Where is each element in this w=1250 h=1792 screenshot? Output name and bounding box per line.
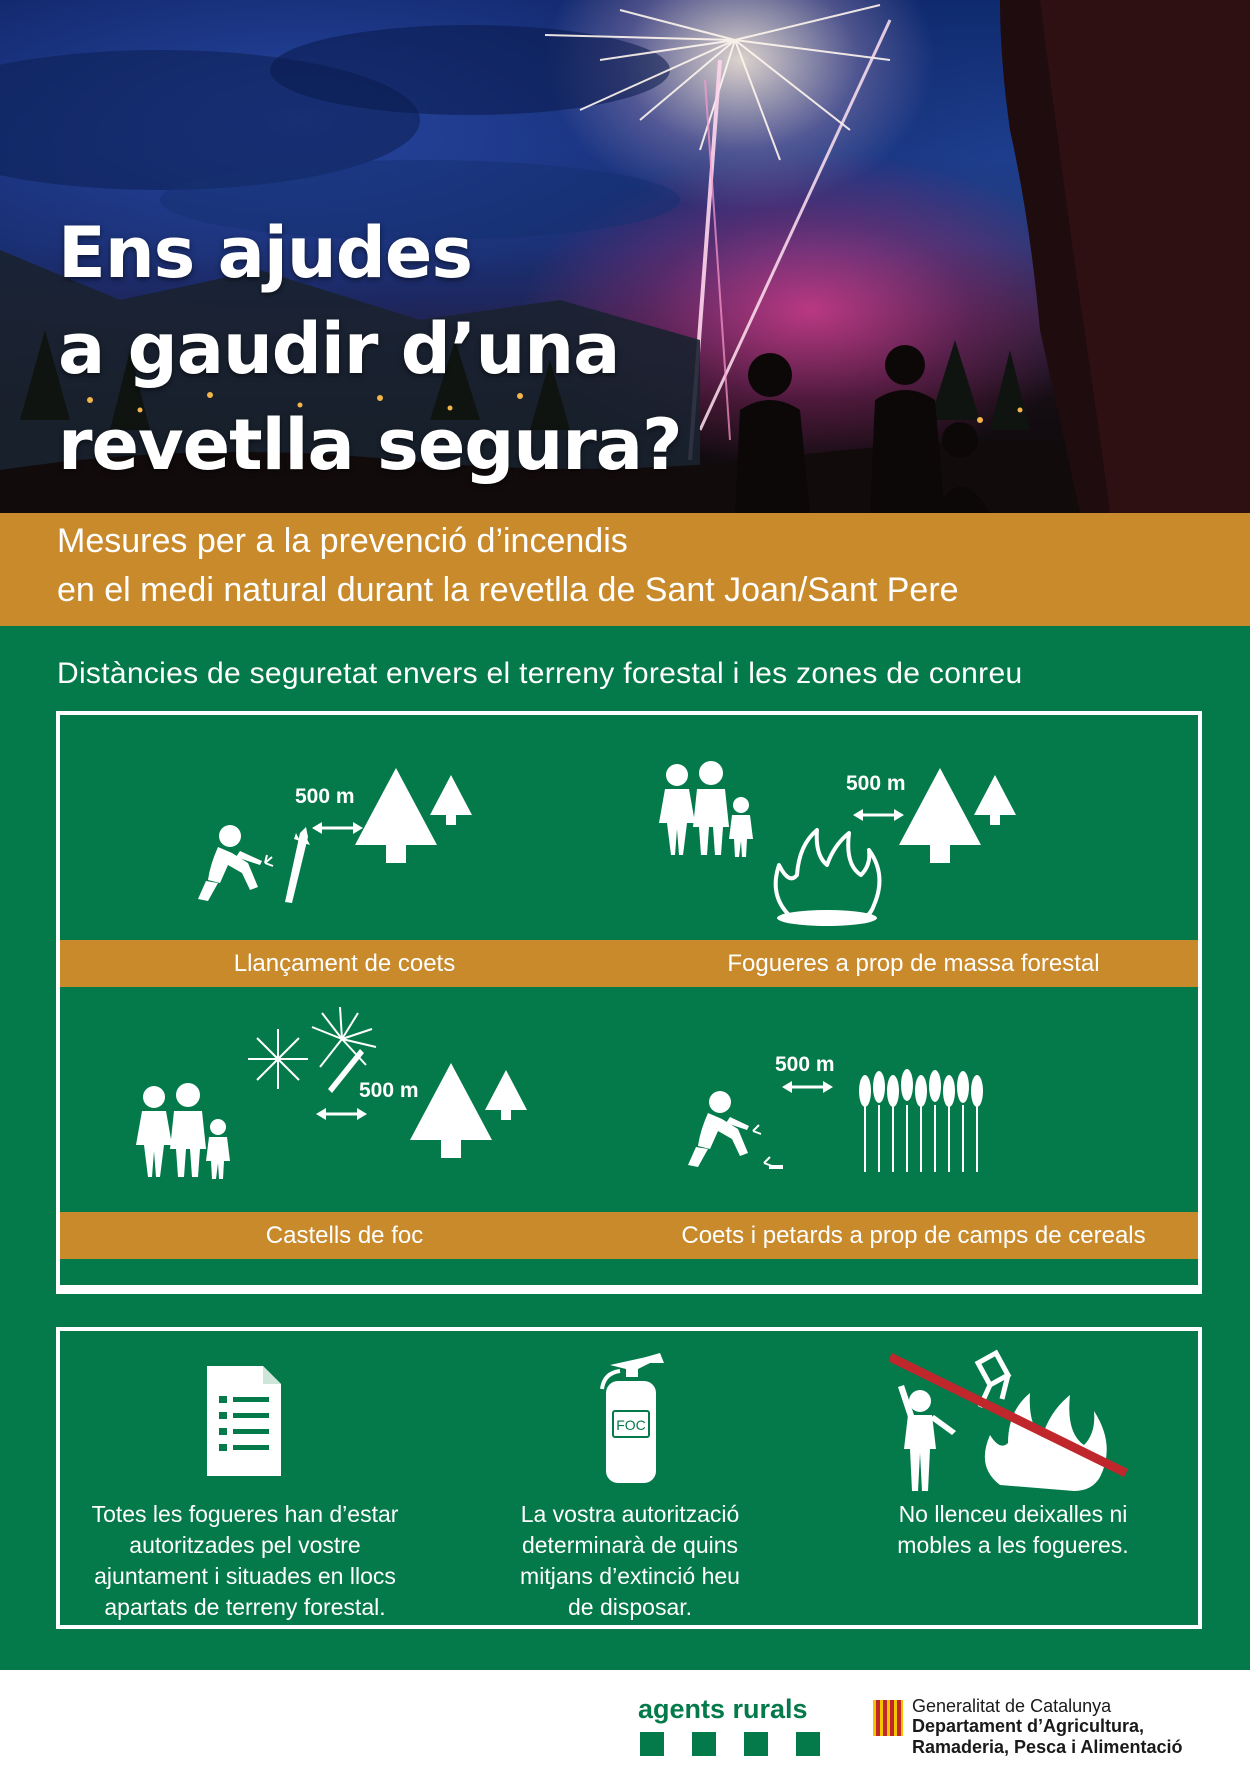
measures-box — [56, 1327, 1202, 1629]
measure-text-extinguisher: La vostra autorització determinarà de quins mitjans d’extinció heu de disposar. — [520, 1501, 740, 1620]
item-label: Coets i petards a prop de camps de cereals — [681, 1222, 1146, 1249]
hero-title-line: revetlla segura? — [58, 404, 682, 486]
footer — [0, 1670, 1250, 1792]
distance-value: 500 m — [359, 1079, 419, 1102]
label-bar-row-2 — [60, 1212, 1198, 1259]
distance-item-bonfires — [629, 715, 1198, 940]
logo-square — [796, 1732, 820, 1756]
agents-rurals-squares — [640, 1732, 848, 1761]
distance-value: 500 m — [775, 1053, 835, 1076]
logo-square — [744, 1732, 768, 1756]
distances-box — [56, 711, 1202, 1289]
no-throwing-furniture-icon — [890, 1345, 1130, 1495]
subtitle-line-1: Mesures per a la prevenció d’incendis — [57, 522, 628, 560]
distance-item-fireworks — [60, 987, 629, 1212]
gen-line-2: Departament d’Agricultura, — [912, 1716, 1145, 1736]
extinguisher-label: FOC — [616, 1417, 646, 1433]
content-area — [0, 626, 1250, 1670]
hero-title — [58, 205, 778, 493]
bonfire-family-icon — [629, 715, 1198, 940]
hero-banner — [0, 0, 1250, 513]
generalitat-text — [912, 1696, 1182, 1758]
agents-rurals-logo: agents rurals — [638, 1694, 808, 1724]
subtitle-band — [0, 513, 1250, 626]
firecracker-cereal-icon — [629, 987, 1198, 1212]
distance-item-cereals — [629, 987, 1198, 1212]
item-label: Castells de foc — [265, 1222, 424, 1249]
distance-item-rockets — [60, 715, 629, 940]
hero-title-line: Ens ajudes — [58, 212, 472, 294]
distance-value: 500 m — [295, 785, 355, 808]
logo-square — [640, 1732, 664, 1756]
subtitle-line-2: en el medi natural durant la revetlla de Sant Joan/Sant Pere — [57, 571, 959, 609]
rocket-launch-icon — [60, 715, 629, 940]
label-bar-row-1 — [60, 940, 1198, 987]
distances-title: Distàncies de seguretat envers el terreny forestal i les zones de conreu — [57, 657, 1023, 690]
measure-text-authorized: Totes les fogueres han d’estar autoritzades pel vostre ajuntament i situades en llocs apartats de terreny forestal. — [91, 1501, 399, 1620]
measure-text-no-furniture: No llenceu deixalles ni mobles a les fogueres. — [897, 1501, 1129, 1558]
distance-value: 500 m — [846, 772, 906, 795]
item-label: Fogueres a prop de massa forestal — [727, 950, 1100, 977]
section-divider — [56, 1289, 1202, 1294]
generalitat-emblem-icon — [873, 1700, 903, 1736]
gen-line-3: Ramaderia, Pesca i Alimentació — [912, 1737, 1183, 1757]
document-icon — [205, 1364, 285, 1478]
logo-square — [692, 1732, 716, 1756]
gen-line-1: Generalitat de Catalunya — [912, 1696, 1112, 1716]
item-label: Llançament de coets — [233, 950, 456, 977]
extinguisher-icon — [590, 1349, 674, 1485]
hero-title-line: a gaudir d’una — [58, 308, 620, 390]
fireworks-family-icon — [60, 987, 629, 1212]
